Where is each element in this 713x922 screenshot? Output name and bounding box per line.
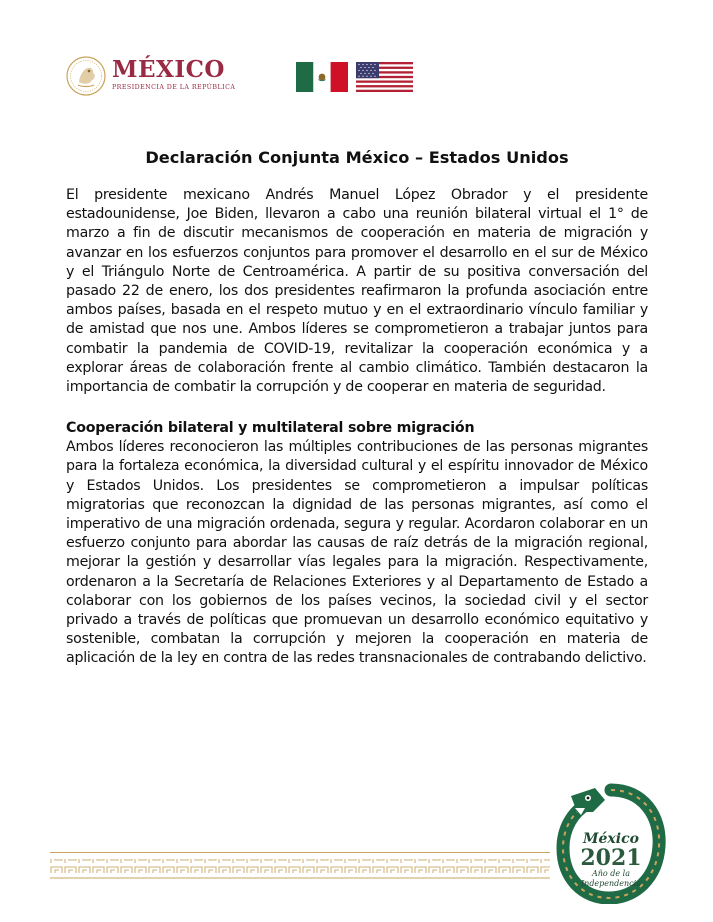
mexico-2021-emblem [555, 782, 667, 904]
emblem-country: México [583, 831, 639, 847]
paragraph-intro: El presidente mexicano Andrés Manuel López Obrador y el presidente estadounidense, Joe Biden, llevaron a cabo una reunión bilateral virtual el 1° de marzo a fin de discutir mecanismos de cooperación en materia de migración y avanzar en los esfuerzos conjuntos para promover el desarrollo en el sur de México y el Triángulo Norte de Centroamérica. A partir de su positiva conversación del pasado 22 de enero, los dos presidentes reafirmaron la profunda asociación entre ambos países, basada en el respeto mutuo y en el extraordinario vínculo familiar y de amistad que nos une. Ambos líderes se comprometieron a trabajar juntos para combatir la pandemia de COVID-19, revitalizar la cooperación económica y a explorar áreas de colaboración frente al cambio climático. También destacaron la importancia de combatir la corrupción y de cooperar en materia de seguridad. [66, 187, 648, 396]
decorative-border-band [50, 851, 550, 881]
emblem-year: 2021 [580, 845, 642, 871]
usa-flag-icon [356, 62, 413, 92]
brand-block [112, 58, 235, 91]
mexico-flag-icon [296, 62, 348, 92]
emblem-motto-line2: Independencia [581, 879, 641, 888]
coat-of-arms-icon [66, 56, 106, 96]
document-body [66, 148, 648, 669]
brand-title: MÉXICO [112, 56, 225, 83]
brand-subtitle: PRESIDENCIA DE LA REPÚBLICA [112, 84, 236, 91]
section-heading-migration: Cooperación bilateral y multilateral sobre migración [66, 420, 475, 437]
document-title: Declaración Conjunta México – Estados Unidos [145, 148, 569, 167]
letterhead [66, 56, 646, 100]
emblem-motto-line1: Año de la [591, 869, 630, 878]
emblem-text [573, 832, 649, 889]
paragraph-migration: Ambos líderes reconocieron las múltiples contribuciones de las personas migrantes para la fortaleza económica, la diversidad cultural y el espíritu innovador de México y Estados Unidos. Los presidentes se comprometieron a impulsar políticas migratorias que reconozcan la dignidad de las personas migrantes, así como el imperativo de una migración ordenada, segura y regular. Acordaron colaborar en un esfuerzo conjunto para abordar las causas de raíz detrás de la migración regional, mejorar la gestión y desarrollar vías legales para la migración. Respectivamente, ordenaron a la Secretaría de Relaciones Exteriores y al Departamento de Estado a colaborar con los gobiernos de los países vecinos, la sociedad civil y el sector privado a través de políticas que promuevan un desarrollo económico equitativo y sostenible, combatan la corrupción y mejoren la cooperación en materia de aplicación de la ley en contra de las redes transnacionales de contrabando delictivo. [66, 439, 648, 667]
